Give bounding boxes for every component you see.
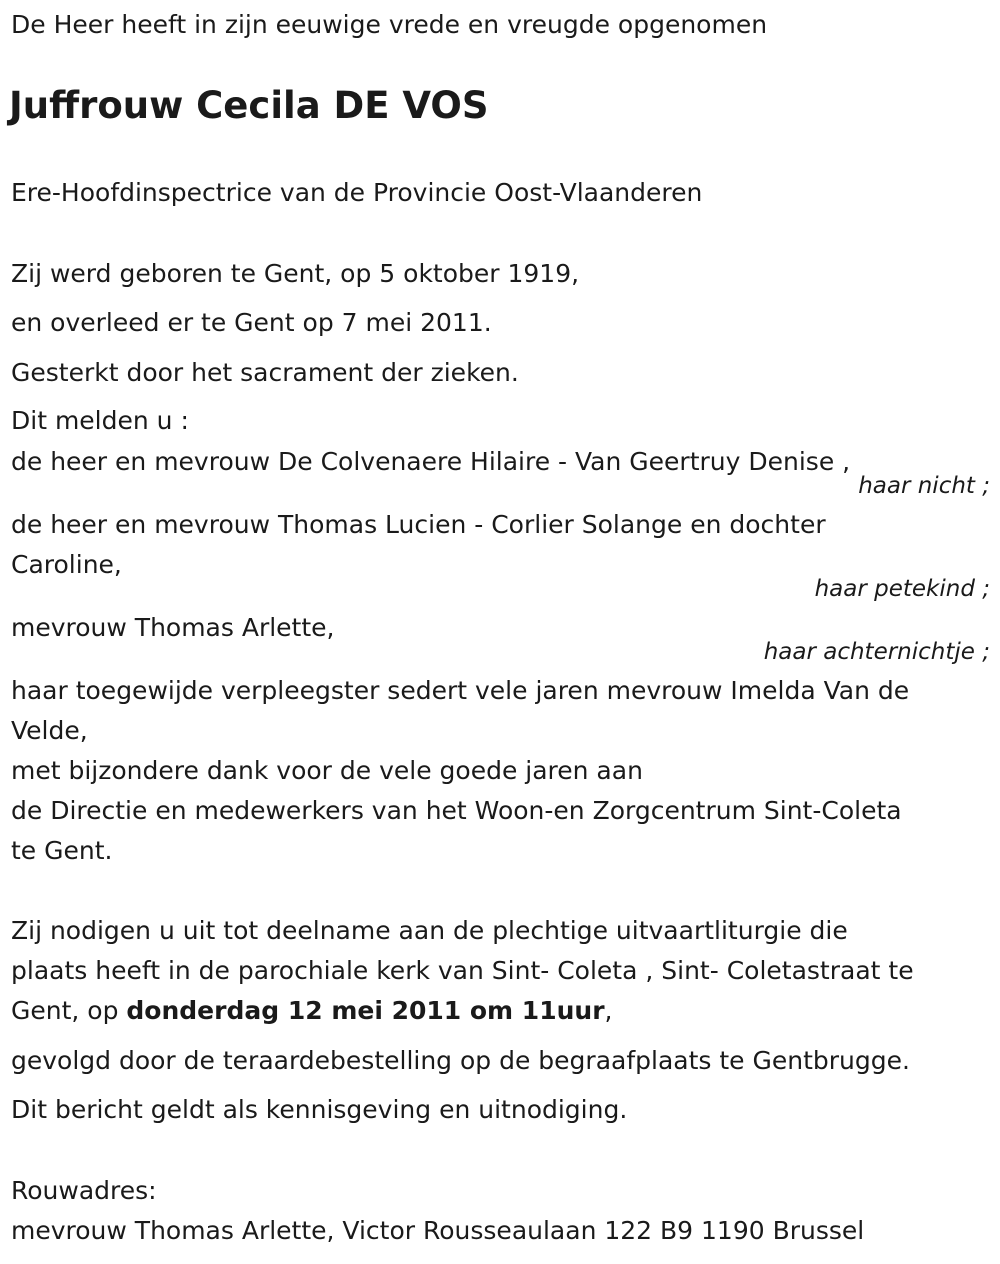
family-relation: haar petekind ; (814, 576, 990, 602)
caregiver-line: Velde, (11, 716, 88, 745)
family-relation: haar nicht ; (858, 473, 990, 499)
birth-line: Zij werd geboren te Gent, op 5 oktober 1919, (11, 259, 580, 288)
announce-line: Dit melden u : (11, 406, 189, 435)
invitation-prefix: Gent, op (11, 996, 127, 1025)
notice-line: Dit bericht geldt als kennisgeving en uitnodiging. (11, 1095, 628, 1124)
sacrament-line: Gesterkt door het sacrament der zieken. (11, 358, 519, 387)
family-line: mevrouw Thomas Arlette, (11, 613, 335, 642)
thanks-line: de Directie en medewerkers van het Woon-en Zorgcentrum Sint-Coleta (11, 796, 902, 825)
mourning-address: mevrouw Thomas Arlette, Victor Rousseaulaan 122 B9 1190 Brussel (11, 1216, 865, 1245)
burial-line: gevolgd door de teraardebestelling op de begraafplaats te Gentbrugge. (11, 1046, 910, 1075)
caregiver-line: haar toegewijde verpleegster sedert vele jaren mevrouw Imelda Van de (11, 676, 910, 705)
family-relation: haar achternichtje ; (763, 639, 990, 665)
invitation-suffix: , (604, 996, 613, 1025)
thanks-line: met bijzondere dank voor de vele goede jaren aan (11, 756, 643, 785)
invitation-line: plaats heeft in de parochiale kerk van Sint- Coleta , Sint- Coletastraat te (11, 956, 914, 985)
deceased-name: Juffrouw Cecila DE VOS (9, 84, 489, 127)
honorary-title: Ere-Hoofdinspectrice van de Provincie Oost-Vlaanderen (11, 178, 703, 207)
family-line: de heer en mevrouw Thomas Lucien - Corlier Solange en dochter (11, 510, 826, 539)
thanks-line: te Gent. (11, 836, 113, 865)
funeral-date: donderdag 12 mei 2011 om 11uur (126, 996, 605, 1025)
family-line: de heer en mevrouw De Colvenaere Hilaire - Van Geertruy Denise , (11, 447, 851, 476)
invitation-line: Zij nodigen u uit tot deelname aan de plechtige uitvaartliturgie die (11, 916, 848, 945)
family-line: Caroline, (11, 550, 122, 579)
opening-line: De Heer heeft in zijn eeuwige vrede en vreugde opgenomen (11, 10, 768, 39)
death-line: en overleed er te Gent op 7 mei 2011. (11, 308, 492, 337)
invitation-line (11, 991, 612, 1031)
address-label: Rouwadres: (11, 1176, 157, 1205)
